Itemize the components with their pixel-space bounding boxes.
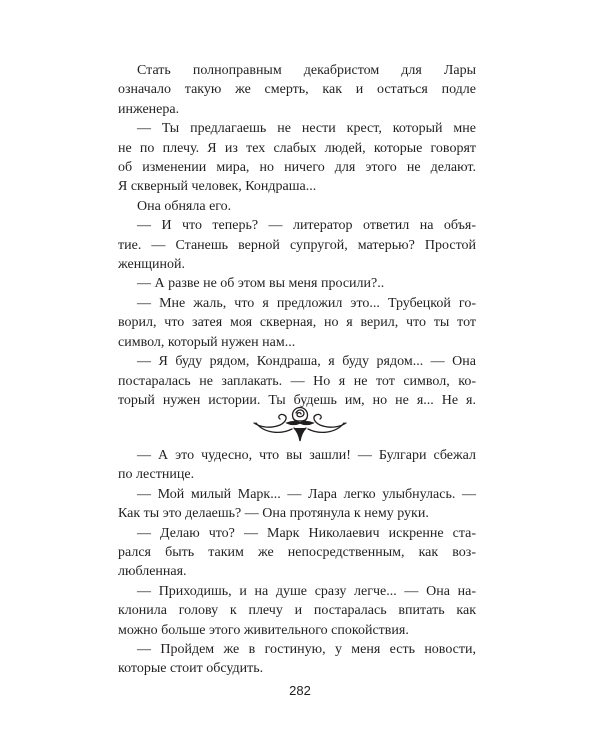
text-line: рался быть таким же непосредственным, как воз- <box>118 545 476 561</box>
text-line: инженера. <box>118 101 180 117</box>
text-line: Она обняла его. <box>137 198 232 214</box>
text-line: — Пройдем же в гостиную, у меня есть новости, <box>137 642 476 658</box>
text-line: по лестнице. <box>118 467 195 483</box>
text-line: торый нужен истории. Ты будешь им, но не я... Не я. <box>118 392 476 408</box>
text-line: — Делаю что? — Марк Николаевич искренне ста- <box>137 525 476 541</box>
text-line: ворил, что затея моя скверная, но я верил, что ты тот <box>118 315 476 331</box>
text-line: не по плечу. Я из тех слабых людей, которые говорят <box>118 140 476 156</box>
text-line: означало такую же смерть, как и остаться подле <box>118 82 476 98</box>
text-line: женщиной. <box>118 257 185 273</box>
rose-ornament-icon <box>250 401 350 445</box>
text-line: тие. — Станешь верной супругой, матерью? Простой <box>118 237 476 253</box>
text-line: — А разве не об этом вы меня просили?.. <box>137 276 385 292</box>
text-line: — Мой милый Марк... — Лара легко улыбнулась. — <box>137 486 476 502</box>
text-line: которые стоит обсудить. <box>118 661 264 677</box>
text-line: — Я буду рядом, Кондраша, я буду рядом... — Она <box>137 354 476 370</box>
text-line: символ, который нужен нам... <box>118 334 296 350</box>
text-section-1 <box>118 61 476 410</box>
text-line: Я скверный человек, Кондраша... <box>118 179 317 195</box>
text-line: — Ты предлагаешь не нести крест, который мне <box>137 121 476 137</box>
text-line: Стать полноправным декабристом для Лары <box>137 63 476 78</box>
text-line: клонила голову к плечу и постаралась впитать как <box>118 603 476 619</box>
page-number: 282 <box>289 683 311 698</box>
text-line: — А это чудесно, что вы зашли! — Булгари сбежал <box>137 448 476 463</box>
text-line: постаралась не заплакать. — Но я не тот символ, ко- <box>118 373 476 389</box>
text-line: можно больше этого живительного спокойствия. <box>118 622 409 638</box>
text-line: любленная. <box>118 564 187 580</box>
text-line: — Мне жаль, что я предложил это... Трубецкой го- <box>137 295 476 311</box>
text-section-2 <box>118 446 476 679</box>
text-line: — И что теперь? — литератор ответил на объя- <box>137 218 476 234</box>
text-line: Как ты это делаешь? — Она протянула к нему руки. <box>118 506 429 522</box>
text-line: об изменении мира, но ничего для этого не делают. <box>118 160 476 176</box>
text-line: — Приходишь, и на душе сразу легче... — Она на- <box>137 583 476 599</box>
